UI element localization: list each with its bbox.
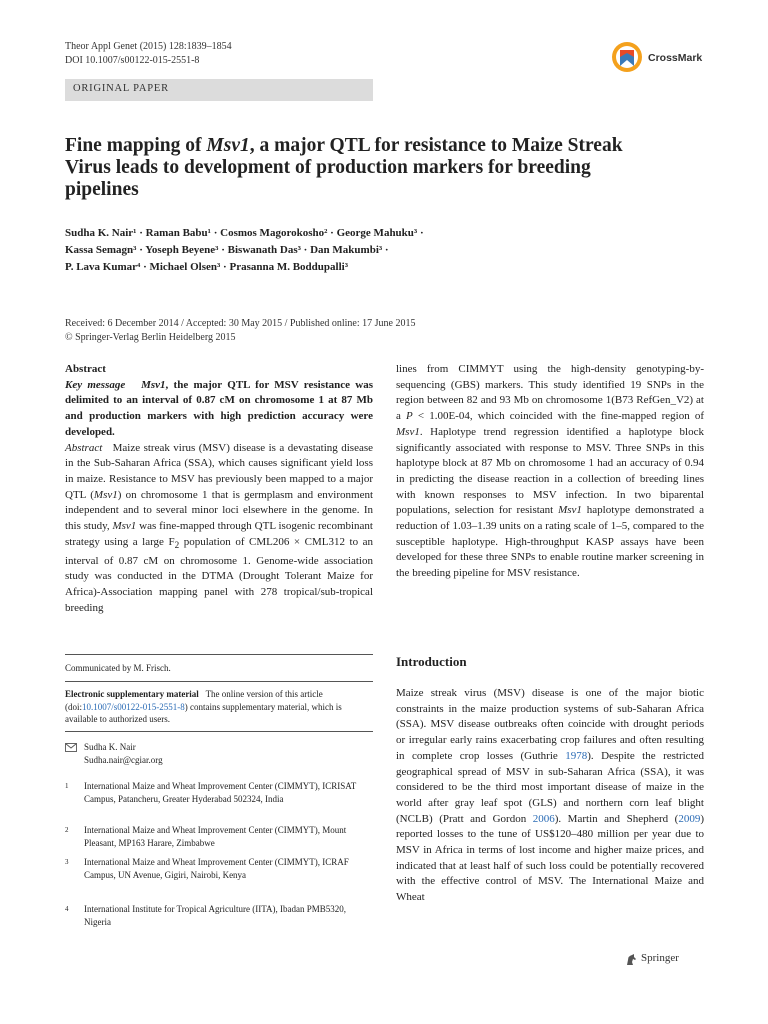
springer-horse-icon <box>624 953 638 967</box>
publication-history: Received: 6 December 2014 / Accepted: 30 May 2015 / Published online: 17 June 2015 © Springer-Verlag Berlin Heidelberg 2015 <box>65 318 416 343</box>
citation-link[interactable]: 2006 <box>532 812 555 825</box>
abstract-section <box>65 362 373 616</box>
divider <box>65 681 373 682</box>
author-line: P. Lava Kumar⁴ · Michael Olsen³ · Prasanna M. Boddupalli³ <box>65 261 348 273</box>
introduction-heading: Introduction <box>396 654 467 669</box>
article-type-bar <box>65 79 373 101</box>
crossmark-icon <box>610 40 644 76</box>
communicated-by: Communicated by M. Frisch. <box>65 663 171 673</box>
affiliation: 3 International Maize and Wheat Improvement Center (CIMMYT), ICRAF Campus, UN Avenue, Gigiri, Nairobi, Kenya <box>65 857 349 880</box>
author-line: Kassa Semagn³ · Yoseph Beyene³ · Biswanath Das³ · Dan Makumbi³ · <box>65 244 389 256</box>
introduction-body: Maize streak virus (MSV) disease is one of the major biotic constraints in the maize production systems of sub-Saharan Africa (SSA). MSV disease outbreaks often coincide with drought periods or irregular early rains exacerbating crop failures and often resulting in complete crop losses (Guthrie 1978). Despite the restricted geographical spread of MSV in sub-Saharan Africa (SSA), it was considered to be the third most important disease of maize in the world after gray leaf spot (GLS) and northern corn leaf blight (NCLB) (Pratt and Gordon 2006). Martin and Shepherd (2009) reported losses to the tune of US$120–480 million per year due to MSV in Africa in terms of lost income and higher maize prices, and indicated that at least half of such loss could be potentially recovered with the effective control of MSV. The International Maize and Wheat <box>396 687 704 904</box>
corresponding-name: Sudha K. Nair <box>84 742 136 752</box>
esm-note: Electronic supplementary material The online version of this article (doi:10.1007/s00122-015-2551-8) contains supplementary material, which is available to authorized users. <box>65 689 342 724</box>
publisher-logo <box>624 952 714 968</box>
author-line: Sudha K. Nair¹ · Raman Babu¹ · Cosmos Magorokosho² · George Mahuku³ · <box>65 227 424 239</box>
abstract-continuation: lines from CIMMYT using the high-density genotyping-by-sequencing (GBS) markers. This study identified 19 SNPs in the region between 82 and 93 Mb on chromosome 1(B73 RefGen_V2) at a P < 1.00E-04, which coincided with the fine-mapped region of Msv1. Haplotype trend regression identified a haplotype block significantly associated with response to MSV. Three SNPs in this haplotype block at 87 Mb on chromosome 1 had an accuracy of 0.94 in predicting the disease reaction in a collection of breeding lines with known responses to MSV infection. In two biparental populations, selection for resistant Msv1 haplotype demonstrated a reduction of 1.03–1.39 units on a rating scale of 1–5, compared to the susceptible haplotype. High-throughput KASP assays have been developed for these three SNPs to enable routine marker screening in the breeding pipeline for MSV resistance. <box>396 363 704 580</box>
abstract-heading: Abstract <box>65 363 106 375</box>
affiliation: 1 International Maize and Wheat Improvement Center (CIMMYT), ICRISAT Campus, Patancheru, Greater Hyderabad 502324, India <box>65 781 357 804</box>
divider <box>65 731 373 732</box>
author-list <box>65 225 525 276</box>
corresponding-author <box>65 741 365 769</box>
journal-citation: Theor Appl Genet (2015) 128:1839–1854 <box>65 41 232 52</box>
citation-link[interactable]: 1978 <box>565 749 588 762</box>
copyright: © Springer-Verlag Berlin Heidelberg 2015 <box>65 331 236 343</box>
crossmark-logo[interactable] <box>610 40 710 76</box>
divider <box>65 654 373 655</box>
crossmark-label: CrossMark <box>648 52 703 64</box>
affiliation: 2 International Maize and Wheat Improvement Center (CIMMYT), Mount Pleasant, MP163 Harare, Zimbabwe <box>65 825 347 848</box>
doi: DOI 10.1007/s00122-015-2551-8 <box>65 55 200 66</box>
article-title: Fine mapping of Msv1, a major QTL for resistance to Maize Streak Virus leads to development of production markers for breeding pipelines <box>65 135 623 200</box>
key-message: Key message Msv1, the major QTL for MSV resistance was delimited to an interval of 0.87 cM on chromosome 1 at 87 Mb and production markers with high prediction accuracy were developed. <box>65 378 374 438</box>
envelope-icon <box>65 743 77 752</box>
abstract-body: Abstract Maize streak virus (MSV) disease is a devastating disease in the Sub-Saharan Africa (SSA), which causes significant yield loss in maize. Resistance to MSV has previously been mapped to a major QTL (Msv1) on chromosome 1 that is germplasm and environment independent and to several minor loci elsewhere in the genome. In this study, Msv1 was fine-mapped through QTL isogenic recombinant strategy using a large $F_2$ population of CML206 × CML312 to an interval of 0.87 cM on chromosome 1. Genome-wide association study was conducted in the DTMA (Drought Tolerant Maize for Africa)-Association mapping panel with 278 tropical/sub-tropical breeding <box>65 441 374 614</box>
corresponding-email[interactable]: Sudha.nair@cgiar.org <box>84 755 163 765</box>
citation-link[interactable]: 2009 <box>678 812 701 825</box>
affiliation: 4 International Institute for Tropical Agriculture (IITA), Ibadan PMB5320, Nigeria <box>65 904 346 927</box>
publisher-name: Springer <box>641 952 679 964</box>
article-type: ORIGINAL PAPER <box>73 83 169 94</box>
esm-doi-link[interactable]: 10.1007/s00122-015-2551-8 <box>82 701 185 712</box>
